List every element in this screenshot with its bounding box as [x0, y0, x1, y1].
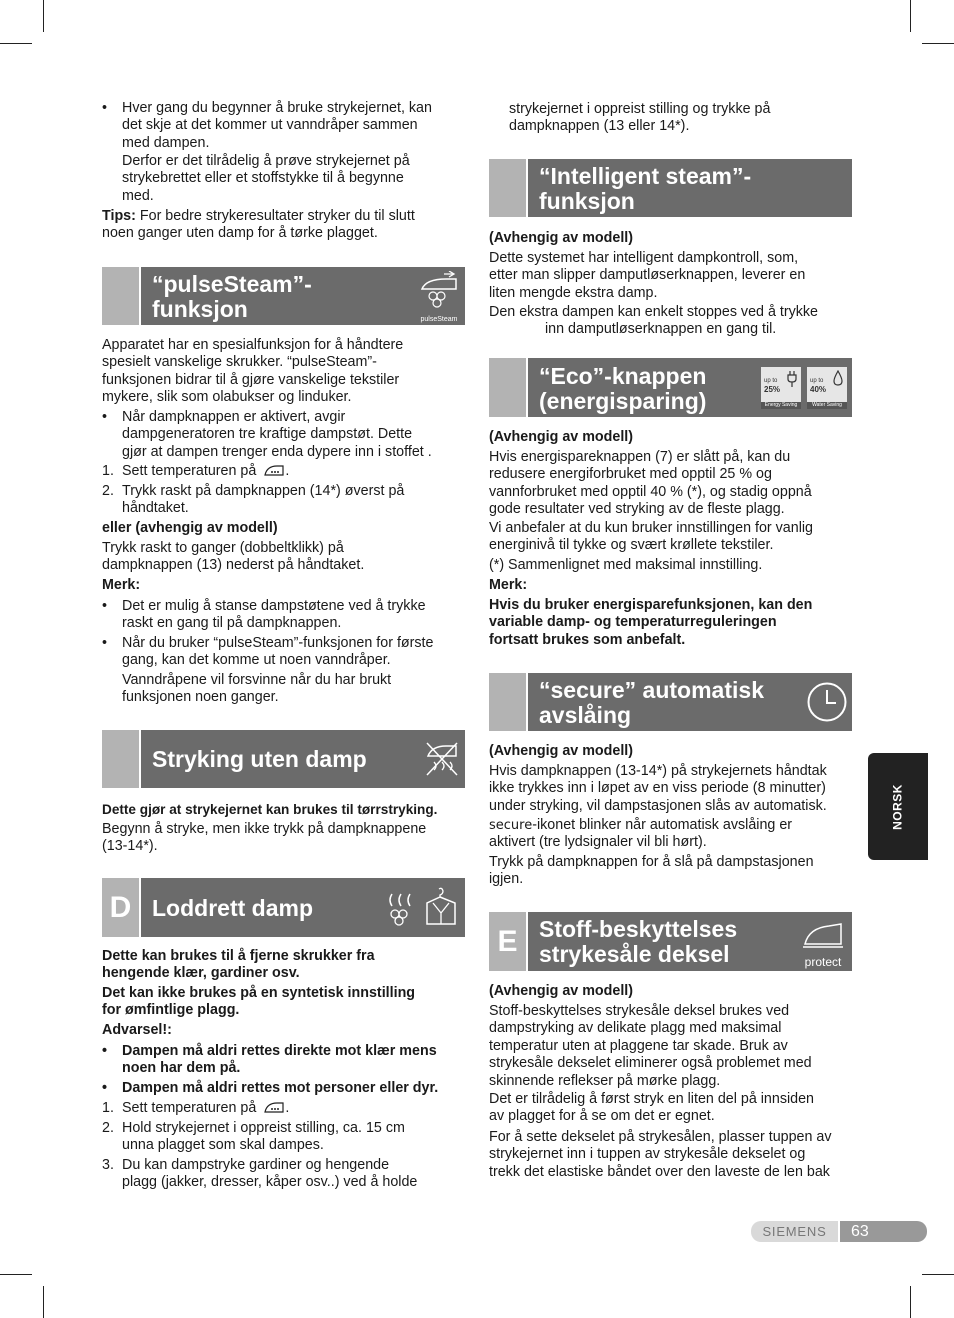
text-line: Dampen må aldri rettes direkte mot klær mens — [122, 1043, 437, 1059]
header-title: “Eco”-knappen (energisparing) — [539, 363, 707, 414]
secure-word: secure — [489, 818, 533, 833]
text-line: det skje at det kommer ut vanndråper sammen — [122, 117, 418, 134]
text-line: temperatur uten at plaggene tar skade. Bruk av — [489, 1037, 788, 1054]
text-line: dampknappen (13) nederst på håndtaket. — [102, 557, 365, 574]
language-tab-label: NORSK — [890, 783, 905, 830]
text-line: Advarsel!: — [102, 1022, 172, 1038]
text-line: Derfor er det tilrådelig å prøve strykejernet på — [122, 153, 410, 169]
protect-icon — [797, 918, 849, 970]
text-line: med dampen. — [122, 134, 210, 151]
step-line: Sett temperaturen på . — [122, 463, 290, 479]
text-line: Dette gjør at strykejernet kan brukes til tørrstryking. — [102, 802, 438, 817]
step-line: Sett temperaturen på . — [122, 1100, 290, 1116]
text-line: Merk: — [489, 577, 528, 593]
step-number: 2. — [102, 1120, 114, 1136]
text-line: Dette systemet har intelligent dampkontroll, som, — [489, 250, 799, 266]
text-line: Dampen må aldri rettes mot personer eller dyr. — [122, 1080, 439, 1096]
text-line: under stryking, vil dampstasjonen slås av automatisk. — [489, 797, 827, 814]
text-line: dampgeneratoren tre kraftige dampstøt. Dette — [122, 426, 413, 443]
icon-caption: protect — [804, 955, 842, 970]
text-line: Dette kan brukes til å fjerne skrukker fra — [102, 948, 375, 964]
text-line: Trykk raskt to ganger (dobbeltklikk) på — [102, 540, 344, 556]
iron-temperature-icon — [263, 463, 285, 477]
text-line: plagg (jakker, dresser, kåper osv..) ved å holde — [122, 1174, 418, 1191]
tips-line: Tips: For bedre strykeresultater stryker du til slutt — [102, 208, 415, 224]
text-line: igjen. — [489, 871, 524, 888]
text-line: gode resultater ved stryking av de fleste plagg. — [489, 501, 785, 518]
text-line: Vanndråpene vil forsvinne når du har brukt — [122, 672, 392, 688]
vertical-steam-header — [102, 878, 465, 937]
text-line: spesielt vanskelige skrukker. “pulseSteam”- — [102, 354, 377, 371]
text-line: secure-ikonet blinker når automatisk avslåing er — [489, 817, 793, 833]
text-line: med. — [122, 187, 154, 204]
step-number: 1. — [102, 463, 114, 479]
text-line: aktivert (tre lydsignaler vil bli hørt). — [489, 834, 707, 851]
text-line: Hver gang du begynner å bruke strykejernet, kan — [122, 100, 432, 116]
text-line: (Avhengig av modell) — [489, 429, 634, 445]
text-line: (Avhengig av modell) — [489, 743, 634, 759]
crop-mark — [43, 1286, 44, 1318]
header-title: Stoff-beskyttelses strykesåle deksel — [539, 916, 738, 967]
header-tab — [489, 358, 528, 417]
text-line: Trykk på dampknappen for å slå på dampstasjonen — [489, 854, 814, 870]
language-tab — [868, 753, 928, 860]
text-line: Når dampknappen er aktivert, avgir — [122, 409, 346, 425]
header-title: “pulseSteam”- funksjon — [152, 271, 312, 322]
pulsesteam-header — [102, 267, 465, 325]
text-line: trekk det elastiske båndet over den laveste de len bak — [489, 1163, 830, 1180]
text-line: noen ganger uten damp for å tørke plagget. — [102, 225, 378, 242]
text-line: Begynn å stryke, men ikke trykk på dampknappene — [102, 821, 427, 837]
text-line: hengende klær, gardiner osv. — [102, 965, 300, 982]
crop-mark — [43, 0, 44, 32]
text-line: inn damputløserknappen en gang til. — [545, 321, 777, 338]
text-line: noen har dem på. — [122, 1060, 241, 1077]
eco-header — [489, 358, 852, 417]
secure-header — [489, 673, 852, 731]
text-line: av plagget for å se om det er egnet. — [489, 1108, 715, 1125]
text-line: (Avhengig av modell) — [489, 983, 634, 999]
text-line: vannforbruket med opptil 40 % (*), og stadig oppnå — [489, 483, 812, 500]
no-steam-icon — [424, 740, 460, 778]
text-line: variable damp- og temperaturreguleringen — [489, 614, 777, 631]
text-line: redusere energiforbruket med opptil 25 % og — [489, 466, 772, 483]
page-number-bar — [840, 1221, 927, 1242]
water-saving-icon: up to 40% Water Saving — [807, 367, 847, 409]
text-line: Når du bruker “pulseSteam”-funksjonen for første — [122, 635, 434, 651]
header-tab — [489, 159, 528, 217]
clock-icon — [806, 681, 848, 723]
header-tab-letter: D — [102, 878, 141, 937]
text-line: Hvis du bruker energisparefunksjonen, kan den — [489, 597, 813, 613]
text-line: (13-14*). — [102, 838, 158, 855]
text-line: energinivå til tykke og svært krøllete tekstiler. — [489, 537, 774, 554]
intelligent-steam-header — [489, 159, 852, 217]
text-line: fortsatt brukes som anbefalt. — [489, 631, 686, 648]
text-line: (*) Sammenlignet med maksimal innstilling. — [489, 557, 763, 573]
header-title: “secure” automatisk avslåing — [539, 677, 764, 728]
crop-mark — [910, 1286, 911, 1318]
step-number: 1. — [102, 1100, 114, 1116]
header-title: Stryking uten damp — [152, 746, 367, 772]
protect-header — [489, 912, 852, 971]
header-title: “Intelligent steam”- funksjon — [539, 163, 752, 214]
header-title: Loddrett damp — [152, 895, 313, 921]
text-line: Trykk raskt på dampknappen (14*) øverst på — [122, 483, 405, 499]
energy-saving-icon: up to 25% Energy Saving — [761, 367, 801, 409]
text-line: gjør at dampen trenger enda dypere inn i stoffet . — [122, 443, 432, 460]
text-line: strykesåle dekselet eliminerer også problemet med — [489, 1055, 812, 1072]
step-number: 3. — [102, 1157, 114, 1173]
right-column — [489, 100, 853, 1200]
text-line: etter man slipper damputløserknappen, leverer en — [489, 267, 806, 284]
text-line: Den ekstra dampen kan enkelt stoppes ved å trykke — [489, 304, 819, 320]
text-line: skinnende reflekser på mørke plagg. — [489, 1072, 721, 1089]
text-line: gang, kan det komme ut noen vanndråper. — [122, 652, 391, 669]
text-line: funksjonen noen ganger. — [122, 689, 279, 706]
text-line: eller (avhengig av modell) — [102, 520, 278, 536]
iron-temperature-icon — [263, 1100, 285, 1114]
crop-mark — [0, 1274, 32, 1275]
text-line: Stoff-beskyttelses strykesåle deksel brukes ved — [489, 1003, 790, 1019]
text-line: for ømfintlige plagg. — [102, 1002, 240, 1019]
text-line: liten mengde ekstra damp. — [489, 284, 658, 301]
text-line: Apparatet har en spesialfunksjon for å håndtere — [102, 337, 404, 353]
text-line: dampstryking av delikate plagg med maksimal — [489, 1020, 782, 1037]
brand-name: SIEMENS — [762, 1224, 827, 1239]
text-line: raskt en gang til på dampknappen. — [122, 615, 342, 632]
crop-mark — [910, 0, 911, 32]
text-line: ikke trykkes inn i løpet av en viss periode (8 minutter) — [489, 780, 826, 797]
crop-mark — [0, 43, 32, 44]
vertical-steam-icon — [387, 886, 463, 928]
text-line: Hvis dampknappen (13-14*) på strykejernets håndtak — [489, 763, 827, 779]
text-line: For å sette dekselet på strykesålen, plasser tuppen av — [489, 1129, 832, 1145]
footer-brand-bar — [751, 1221, 838, 1242]
left-column: • Hver gang du begynner å bruke strykejernet, kan det skje at det kommer ut vanndråper sammen med dampen. Derfor er det tilrådelig å prøve strykejernet på strykebrettet eller et stoffstykke til å begynne med. Tips: For bedre strykeresultater stryker du til slutt noen ganger uten damp for å tørke plagget. “pulseSteam”- funksjon pulseSteam Apparatet har en spesialfunksjon for å håndtere spesielt vanskelige skrukker. “pulseSteam”- funksjonen bidrar til å gjøre vanskelige tekstiler mykere, slik som olabukser og linduker. • Når dampknappen er aktivert, avgir dampgeneratoren tre kraftige dampstøt. Dette gjør at dampen trenger enda dypere inn i stoffet . 1. Sett temperaturen på . 2. Trykk raskt på dampknappen (14*) øverst på håndtaket. eller (avhengig av modell) Trykk raskt to ganger (dobbeltklikk) på dampknappen (13) nederst på håndtaket. Merk: • Det er mulig å stanse dampstøtene ved å trykke raskt en gang til på dampknappen. • Når du bruker “pulseSteam”-funksjonen for første gang, kan det komme ut noen vanndråper. Vanndråpene vil forsvinne når du har brukt funksjonen noen ganger. Stryking uten damp Dette gjør at strykejernet kan brukes til tørrstryking. Begynn å stryke, men ikke trykk på dampknappene (13-14*). D Loddrett damp Dette kan brukes til å fjerne skrukker fra hengende klær, gardiner osv. Det kan ikke brukes på en syntetisk innstilling for ømfintlige plagg. Advarsel!: • Dampen må aldri rettes direkte mot klær mens noen har dem på. • Dampen må aldri rettes mot personer eller dyr. 1. Sett temperaturen på . 2. Hold strykejernet i oppreist stilling, ca. 15 cm unna plagget som skal dampes. 3. Du kan dampstryke gardiner og hengende plagg (jakker, dresser, kåper osv..) ved å holde — [102, 100, 466, 1200]
header-tab — [102, 267, 141, 325]
text-line: (Avhengig av modell) — [489, 230, 634, 246]
text-line: Hold strykejernet i oppreist stilling, ca. 15 cm — [122, 1120, 405, 1136]
page-number: 63 — [851, 1223, 869, 1240]
header-tab-letter: E — [489, 912, 528, 971]
text-line: mykere, slik som olabukser og linduker. — [102, 389, 352, 406]
text-line: Vi anbefaler at du kun bruker innstillingen for vanlig — [489, 520, 813, 536]
icon-caption: pulseSteam — [420, 316, 458, 324]
text-line: håndtaket. — [122, 500, 189, 517]
text-line: Du kan dampstryke gardiner og hengende — [122, 1157, 390, 1173]
text-line: Hvis energispareknappen (7) er slått på, kan du — [489, 449, 791, 465]
text-line: strykebrettet eller et stoffstykke til å begynne — [122, 170, 404, 187]
pulsesteam-icon — [416, 271, 462, 324]
step-number: 2. — [102, 483, 114, 499]
text-line: strykejernet i oppreist stilling og trykke på — [509, 101, 771, 117]
text-line: funksjonen bidrar til å gjøre vanskelige tekstiler — [102, 371, 400, 388]
text-line: Det kan ikke brukes på en syntetisk innstilling — [102, 985, 416, 1001]
header-tab — [102, 730, 141, 788]
text-line: Merk: — [102, 577, 141, 593]
dry-ironing-header — [102, 730, 465, 788]
text-line: strykejernet inn i tuppen av strykesåle dekselet og — [489, 1146, 806, 1163]
crop-mark — [922, 1274, 954, 1275]
text-line: Det er tilrådelig å først stryk en liten del på innsiden — [489, 1091, 815, 1107]
text-line: dampknappen (13 eller 14*). — [509, 118, 690, 135]
text-line: Det er mulig å stanse dampstøtene ved å trykke — [122, 598, 426, 614]
crop-mark — [922, 43, 954, 44]
header-tab — [489, 673, 528, 731]
text-line: unna plagget som skal dampes. — [122, 1137, 324, 1154]
